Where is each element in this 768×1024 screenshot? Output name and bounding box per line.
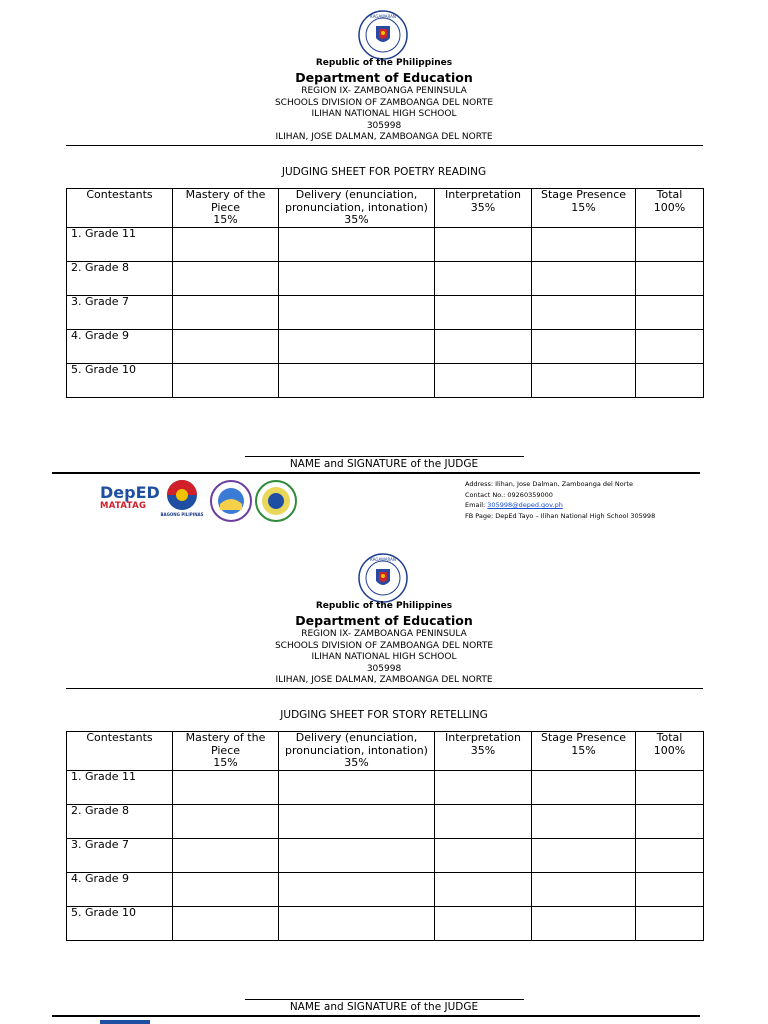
contestant-name: 4. Grade 9 — [67, 873, 173, 907]
score-cell[interactable] — [636, 296, 704, 330]
contestant-name: 5. Grade 10 — [67, 907, 173, 941]
score-cell[interactable] — [636, 228, 704, 262]
score-cell[interactable] — [532, 839, 636, 873]
svg-text:KAGAWARAN: KAGAWARAN — [370, 557, 396, 562]
score-cell[interactable] — [532, 873, 636, 907]
school-address: ILIHAN, JOSE DALMAN, ZAMBOANGA DEL NORTE — [275, 675, 493, 685]
deped-matatag-logo — [100, 484, 160, 511]
score-cell[interactable] — [173, 228, 279, 262]
score-cell[interactable] — [279, 296, 435, 330]
sheet-title: JUDGING SHEET FOR STORY RETELLING — [280, 709, 488, 721]
score-cell[interactable] — [279, 364, 435, 398]
header-divider — [66, 688, 703, 689]
region-text: REGION IX- ZAMBOANGA PENINSULA — [301, 86, 467, 96]
score-cell[interactable] — [279, 873, 435, 907]
deped-seal-icon — [358, 10, 408, 60]
signature-label: NAME and SIGNATURE of the JUDGE — [289, 458, 479, 470]
col-header-mastery: Mastery of the Piece 15% — [173, 732, 279, 771]
table-row — [67, 296, 704, 330]
contestant-name: 2. Grade 8 — [67, 805, 173, 839]
table-row — [67, 262, 704, 296]
score-cell[interactable] — [279, 228, 435, 262]
bagong-pilipinas-logo-icon — [160, 478, 204, 518]
score-cell[interactable] — [532, 364, 636, 398]
bagong-pilipinas-text: BAGONG PILIPINAS — [160, 512, 204, 517]
score-cell[interactable] — [173, 907, 279, 941]
judging-table — [66, 731, 704, 941]
deped-logo-text: DepED — [100, 483, 160, 502]
score-cell[interactable] — [279, 262, 435, 296]
score-cell[interactable] — [532, 228, 636, 262]
email-label: Email: — [465, 501, 488, 509]
col-header-mastery: Mastery of the Piece 15% — [173, 189, 279, 228]
school-address: ILIHAN, JOSE DALMAN, ZAMBOANGA DEL NORTE — [275, 132, 493, 142]
judging-table — [66, 188, 704, 398]
school-name: ILIHAN NATIONAL HIGH SCHOOL — [311, 109, 457, 119]
score-cell[interactable] — [435, 771, 532, 805]
score-cell[interactable] — [435, 907, 532, 941]
contestant-name: 3. Grade 7 — [67, 839, 173, 873]
department-title: Department of Education — [295, 613, 473, 628]
score-cell[interactable] — [173, 262, 279, 296]
score-cell[interactable] — [435, 364, 532, 398]
score-cell[interactable] — [279, 771, 435, 805]
col-header-total: Total 100% — [636, 732, 704, 771]
contestant-name: 1. Grade 11 — [67, 771, 173, 805]
table-row — [67, 873, 704, 907]
score-cell[interactable] — [636, 364, 704, 398]
score-cell[interactable] — [279, 805, 435, 839]
score-cell[interactable] — [532, 805, 636, 839]
division-text: SCHOOLS DIVISION OF ZAMBOANGA DEL NORTE — [274, 98, 494, 108]
table-row — [67, 228, 704, 262]
score-cell[interactable] — [636, 907, 704, 941]
score-cell[interactable] — [279, 330, 435, 364]
table-row — [67, 364, 704, 398]
footer-contact: Contact No.: 09260359000 — [465, 490, 553, 499]
score-cell[interactable] — [532, 330, 636, 364]
col-header-stage-presence: Stage Presence 15% — [532, 732, 636, 771]
header-divider — [66, 145, 703, 146]
score-cell[interactable] — [636, 805, 704, 839]
table-row — [67, 907, 704, 941]
contestant-name: 3. Grade 7 — [67, 296, 173, 330]
score-cell[interactable] — [636, 771, 704, 805]
col-header-interpretation: Interpretation 35% — [435, 732, 532, 771]
col-header-contestants: Contestants — [67, 732, 173, 771]
division-seal-icon — [210, 480, 252, 522]
col-header-total: Total 100% — [636, 189, 704, 228]
score-cell[interactable] — [532, 296, 636, 330]
score-cell[interactable] — [435, 805, 532, 839]
score-cell[interactable] — [435, 839, 532, 873]
score-cell[interactable] — [532, 262, 636, 296]
contestant-name: 4. Grade 9 — [67, 330, 173, 364]
deped-matatag-logo — [100, 1020, 150, 1024]
svg-text:KAGAWARAN: KAGAWARAN — [370, 14, 396, 19]
sheet-title: JUDGING SHEET FOR POETRY READING — [281, 166, 487, 178]
contestant-name: 5. Grade 10 — [67, 364, 173, 398]
school-name: ILIHAN NATIONAL HIGH SCHOOL — [311, 652, 457, 662]
school-id: 305998 — [366, 121, 402, 131]
deped-seal-icon — [358, 553, 408, 603]
table-row — [67, 839, 704, 873]
matatag-logo-text: MATATAG — [100, 501, 147, 511]
school-id: 305998 — [366, 664, 402, 674]
republic-text: Republic of the Philippines — [315, 58, 453, 68]
col-header-delivery: Delivery (enunciation, pronunciation, intonation) 35% — [279, 189, 435, 228]
score-cell[interactable] — [173, 364, 279, 398]
score-cell[interactable] — [435, 330, 532, 364]
score-cell[interactable] — [173, 296, 279, 330]
score-cell[interactable] — [173, 330, 279, 364]
footer-address: Address: Ilihan, Jose Dalman, Zamboanga del Norte — [465, 480, 633, 488]
republic-text: Republic of the Philippines — [315, 601, 453, 611]
col-header-delivery: Delivery (enunciation, pronunciation, intonation) 35% — [279, 732, 435, 771]
col-header-stage-presence: Stage Presence 15% — [532, 189, 636, 228]
score-cell[interactable] — [173, 873, 279, 907]
col-header-interpretation: Interpretation 35% — [435, 189, 532, 228]
score-cell[interactable] — [532, 771, 636, 805]
contestant-name: 2. Grade 8 — [67, 262, 173, 296]
table-row — [67, 330, 704, 364]
score-cell[interactable] — [435, 262, 532, 296]
school-seal-icon — [255, 480, 297, 522]
division-text: SCHOOLS DIVISION OF ZAMBOANGA DEL NORTE — [274, 641, 494, 651]
score-cell[interactable] — [173, 839, 279, 873]
department-title: Department of Education — [295, 70, 473, 85]
score-cell[interactable] — [173, 771, 279, 805]
score-cell[interactable] — [173, 805, 279, 839]
footer-divider — [52, 472, 700, 474]
contestant-name: 1. Grade 11 — [67, 228, 173, 262]
score-cell[interactable] — [435, 296, 532, 330]
score-cell[interactable] — [636, 262, 704, 296]
signature-label: NAME and SIGNATURE of the JUDGE — [289, 1001, 479, 1013]
signature-line[interactable] — [245, 456, 524, 457]
footer-email-line — [465, 500, 655, 511]
footer-divider — [52, 1015, 700, 1017]
region-text: REGION IX- ZAMBOANGA PENINSULA — [301, 629, 467, 639]
score-cell[interactable] — [636, 873, 704, 907]
col-header-contestants: Contestants — [67, 189, 173, 228]
score-cell[interactable] — [435, 873, 532, 907]
score-cell[interactable] — [636, 330, 704, 364]
score-cell[interactable] — [279, 839, 435, 873]
email-link[interactable]: 305998@deped.gov.ph — [487, 501, 563, 509]
footer-contact-info — [465, 479, 655, 521]
signature-line[interactable] — [245, 999, 524, 1000]
footer-fb-page: FB Page: DepEd Tayo – Ilihan National High School 305998 — [465, 511, 656, 520]
table-row — [67, 771, 704, 805]
score-cell[interactable] — [532, 907, 636, 941]
score-cell[interactable] — [636, 839, 704, 873]
score-cell[interactable] — [435, 228, 532, 262]
score-cell[interactable] — [279, 907, 435, 941]
table-row — [67, 805, 704, 839]
